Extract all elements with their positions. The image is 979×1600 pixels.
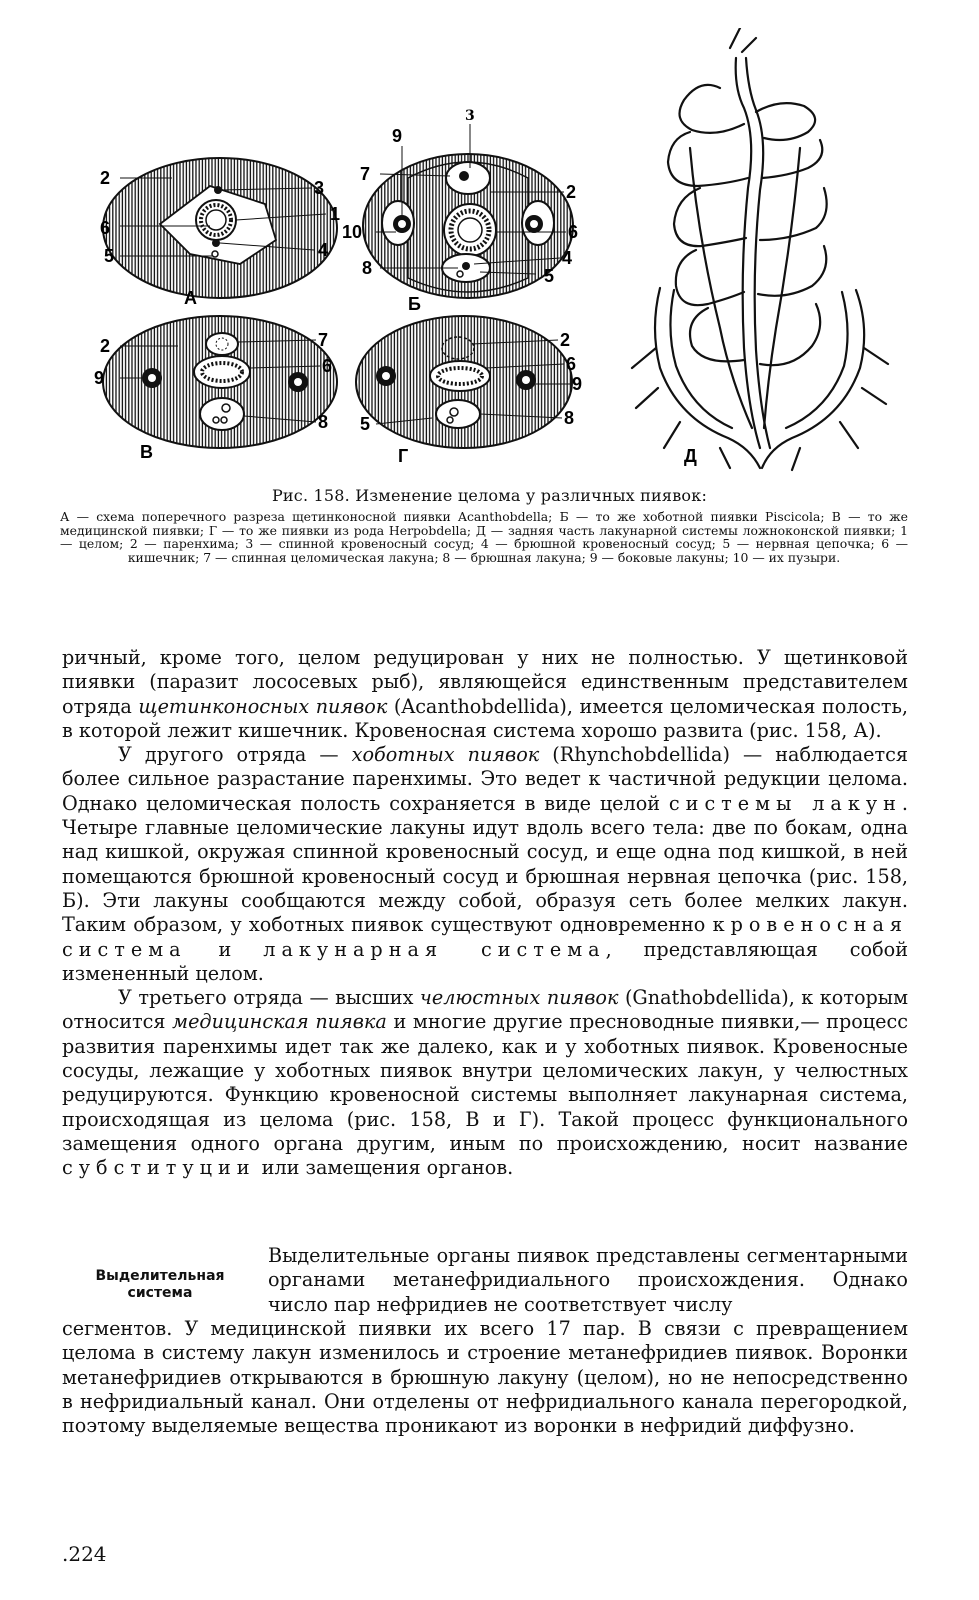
label-panel-a: А bbox=[184, 288, 197, 308]
label-num: 2 bbox=[566, 182, 577, 202]
text-run: (Rhynchobdellida) — наблюдается более сильное разрастание паренхимы. Это ведет к частичной редукции целома. Однако целомическая полость сохраняется в виде целой bbox=[62, 743, 908, 815]
label-num: 4 bbox=[318, 240, 329, 260]
paragraph-excretory-start bbox=[268, 1244, 908, 1317]
label-num: 6 bbox=[568, 222, 579, 242]
label-num: 7 bbox=[318, 330, 329, 350]
text-run: и bbox=[186, 937, 264, 961]
label-num: 3 bbox=[465, 108, 475, 124]
text-run: У другого отряда — bbox=[118, 743, 352, 767]
diagram-g bbox=[356, 316, 575, 448]
paragraph bbox=[62, 743, 908, 986]
label-num: 9 bbox=[94, 368, 105, 388]
label-num: 4 bbox=[562, 248, 573, 268]
text-run: . Четыре главные целомические лакуны идут вдоль всего тела: две по бокам, одна над кишкой, окружая спинной кровеносный сосуд, и еще одна под кишкой, в ней помещаются брюшной кровеносный сосуд и брюшная нервная цепочка (рис. 158, Б). Эти лакуны сообщаются между собой, образуя сеть более мелких лакун. Таким образом, у хоботных пиявок существуют одновременно bbox=[62, 791, 909, 937]
spaced-term: лакунарная система bbox=[263, 937, 606, 961]
italic-term: щетинконосных пиявок bbox=[138, 694, 388, 718]
label-num: 10 bbox=[342, 222, 363, 242]
text-run: сегментов. У медицинской пиявки их всего 17 пар. В связи с превращением целома в систему лакун изменилось и строение метанефридиев пиявок. Воронки метанефридиев открываются в брюшную лакуну (целом), но не непосредственно в нефридиальный канал. Они отделены от нефридиального канала перегородкой, поэтому выделяемые вещества проникают из воронки в нефридий диффузно. bbox=[62, 1317, 908, 1438]
label-num: 5 bbox=[104, 246, 115, 266]
label-num: 5 bbox=[360, 414, 371, 434]
label-num: 9 bbox=[572, 374, 583, 394]
text-run: (Acanthobdellida), имеется целомическая полость, в которой лежит кишечник. Кровеносная система хорошо развита (рис. 158, А). bbox=[62, 694, 908, 742]
label-num: 6 bbox=[566, 354, 577, 374]
side-heading: Выделительная система bbox=[95, 1268, 225, 1301]
label-num: 9 bbox=[392, 126, 403, 146]
diagram-d bbox=[632, 28, 888, 470]
paragraph-excretory-cont bbox=[62, 1317, 908, 1438]
italic-term: хоботных пиявок bbox=[351, 743, 540, 767]
label-num: 3 bbox=[314, 178, 325, 198]
label-panel-d: Д bbox=[684, 446, 697, 466]
text-run: У третьего отряда — высших bbox=[118, 986, 420, 1010]
spaced-term: кровеносная система bbox=[62, 913, 908, 961]
text-run: или замещения органов. bbox=[255, 1156, 514, 1180]
text-run: Выделительные органы пиявок представлены сегментарными органами метанефридиального происхождения. Однако число пар нефридиев не соответствует числу bbox=[268, 1244, 908, 1316]
label-num: 1 bbox=[330, 204, 341, 224]
italic-term: медицинская пиявка bbox=[172, 1010, 387, 1034]
figure-caption-title: Рис. 158. Изменение целома у различных пиявок: bbox=[271, 486, 708, 505]
text-run: (Gnathobdellida), к которым относится bbox=[62, 986, 908, 1034]
label-panel-v: В bbox=[140, 442, 153, 462]
text-run: и многие другие пресноводные пиявки,— процесс развития паренхимы идет так же далеко, как и у хоботных пиявок. Кровеносные сосуды, лежащие у хоботных пиявок внутри целомических лакун, у челюстных редуцируются. Функцию кровеносной системы выполняет лакунарная система, происходящая из целома (рис. 158, В и Г). Такой процесс функционального замещения одного органа другим, иным по происхождению, носит название bbox=[62, 1010, 908, 1155]
diagram-a bbox=[103, 158, 337, 298]
label-num: 5 bbox=[544, 266, 555, 286]
text-run: , представляющая собой измененный целом. bbox=[62, 937, 908, 985]
page-number: .224 bbox=[62, 1542, 107, 1566]
figure-158 bbox=[80, 28, 940, 488]
label-num: 8 bbox=[564, 408, 575, 428]
label-panel-g: Г bbox=[398, 446, 409, 466]
label-num: 8 bbox=[318, 412, 329, 432]
main-text bbox=[62, 646, 908, 1181]
label-num: 7 bbox=[360, 164, 371, 184]
label-num: 6 bbox=[100, 218, 111, 238]
label-num: 2 bbox=[560, 330, 571, 350]
text-run: ричный, кроме того, целом редуцирован у них не полностью. У щетинковой пиявки (паразит лососевых рыб), являющейся единственным представителем отряда bbox=[62, 646, 908, 718]
label-num: 6 bbox=[322, 356, 333, 376]
paragraph bbox=[62, 986, 908, 1180]
label-panel-b: Б bbox=[408, 294, 421, 314]
diagram-v bbox=[103, 316, 337, 448]
spaced-term: системы лакун bbox=[668, 791, 902, 815]
label-num: 2 bbox=[100, 336, 111, 356]
label-num: 2 bbox=[100, 168, 111, 188]
paragraph bbox=[62, 646, 908, 743]
label-num: 8 bbox=[362, 258, 373, 278]
diagram-b bbox=[363, 124, 573, 298]
figure-caption-legend: А — схема поперечного разреза щетинконосной пиявки Acanthobdella; Б — то же хоботной пиявки Piscicola; В — то же медицинской пиявки; Г — то же пиявки из рода Herpobdella; Д — задняя часть лакунарной системы ложноконской пиявки; 1 — целом; 2 — паренхима; 3 — спинной кровеносный сосуд; 4 — брюшной кровеносный сосуд; 5 — нервная цепочка; 6 — кишечник; 7 — спинная целомическая лакуна; 8 — брюшная лакуна; 9 — боковые лакуны; 10 — их пузыри. bbox=[60, 509, 908, 565]
italic-term: челюстных пиявок bbox=[419, 986, 619, 1010]
spaced-term: субституции bbox=[62, 1156, 256, 1180]
